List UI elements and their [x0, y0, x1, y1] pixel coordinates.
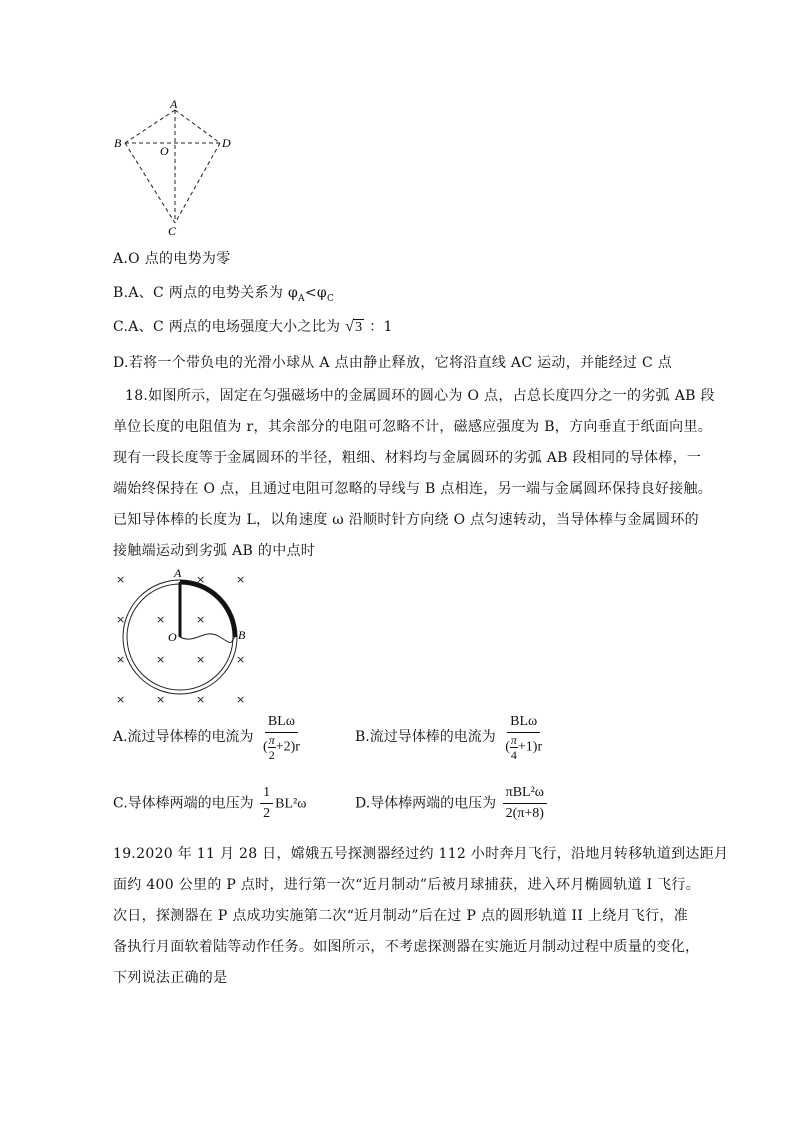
cross-mark: × [156, 613, 166, 626]
q18-a-pi: π [268, 733, 275, 747]
cross-mark: × [236, 573, 246, 586]
cross-mark: × [196, 693, 206, 706]
q18-b-inner-frac [510, 733, 518, 762]
q18-option-c [113, 783, 306, 824]
cross-mark: × [156, 653, 166, 666]
q18-line-2: 现有一段长度等于金属圆环的半径，粗细、材料均与金属圆环的劣弧 AB 段相同的导体棒，一 [113, 450, 702, 466]
sqrt-radicand: 3 [355, 320, 363, 335]
q18-b-pi: π [510, 733, 517, 747]
q18-d-fraction [503, 783, 547, 824]
q18-a-close: +2)r [275, 739, 300, 755]
q18-a-numerator: BLω [265, 712, 298, 733]
q18-b-text: B.流过导体棒的电流为 [355, 729, 496, 745]
cross-mark: × [116, 693, 126, 706]
q18-line-3: 端始终保持在 O 点，且通过电阻可忽略的导线与 B 点相连，另一端与金属圆环保持良好接触。 [113, 481, 713, 497]
q19-line-0: 19.2020 年 11 月 28 日，嫦娥五号探测器经过约 112 小时奔月飞行，沿地月转移轨道到达距月 [113, 846, 729, 862]
q17-option-a: A.O 点的电势为零 [113, 251, 231, 267]
ring-diagram [110, 565, 255, 710]
ring-label-a: A [174, 566, 182, 580]
q18-a-two: 2 [268, 748, 275, 762]
q18-b-open: ( [505, 739, 510, 755]
sqrt-symbol: √ 3 [345, 318, 363, 335]
q18-c-text: C.导体棒两端的电压为 [113, 795, 254, 812]
cross-mark: × [196, 653, 206, 666]
q18-option-a [113, 712, 305, 762]
q18-a-open: ( [263, 739, 268, 755]
q18-d-denominator: 2(π+8) [505, 806, 544, 821]
q18-b-denominator [502, 733, 545, 762]
q18-d-numerator: πBL²ω [503, 783, 547, 804]
cross-mark: × [236, 693, 246, 706]
label-o: O [160, 144, 169, 158]
q18-line-5: 接触端运动到劣弧 AB 的中点时 [113, 543, 316, 559]
cross-mark: × [116, 613, 126, 626]
q17-option-c [113, 316, 393, 336]
q18-c-fraction [260, 783, 273, 824]
ring-label-b: B [238, 628, 246, 642]
q17-c-prefix: C.A、C 两点的电场强度大小之比为 [113, 319, 341, 335]
q18-line-4: 已知导体棒的长度为 L，以角速度 ω 沿顺时针方向绕 O 点匀速转动，当导体棒与金属圆环的 [113, 512, 699, 528]
q18-c-denominator: 2 [263, 806, 271, 821]
label-c: C [168, 224, 177, 238]
q17-b-prefix: B.A、C 两点的电势关系为 φ [113, 285, 299, 301]
q18-b-close: +1)r [517, 739, 543, 755]
q18-line-1: 单位长度的电阻值为 r，其余部分的电阻可忽略不计，磁感应强度为 B，方向垂直于纸面向里。 [113, 419, 713, 435]
q17-b-sub1: A [298, 293, 305, 304]
ring-label-o: O [168, 630, 177, 644]
q18-c-numerator: 1 [260, 783, 273, 804]
cross-mark: × [156, 693, 166, 706]
cross-mark: × [236, 653, 246, 666]
cross-mark: × [116, 653, 126, 666]
q17-option-d: D.若将一个带负电的光滑小球从 A 点由静止释放，它将沿直线 AC 运动，并能经过 C 点 [113, 355, 673, 371]
q17-option-b [113, 282, 334, 304]
label-b: B [114, 136, 122, 150]
q19-line-4: 下列说法正确的是 [113, 970, 228, 986]
q19-line-3: 备执行月面软着陆等动作任务。如图所示，不考虑探测器在实施近月制动过程中质量的变化， [113, 939, 700, 955]
label-a: A [170, 97, 178, 111]
q18-line-0: 18.如图所示，固定在匀强磁场中的金属圆环的圆心为 O 点，占总长度四分之一的劣弧 AB 段 [125, 388, 715, 404]
q18-option-d [355, 783, 549, 824]
q18-a-inner-frac [268, 733, 276, 762]
cross-mark: × [196, 613, 206, 626]
q18-d-text: D.导体棒两端的电压为 [355, 795, 497, 812]
q18-a-denominator [260, 733, 303, 762]
cross-mark: × [116, 573, 126, 586]
q19-line-2: 次日，探测器在 P 点成功实施第二次“近月制动”后在过 P 点的圆形轨道 II 上绕月飞行，准 [113, 908, 689, 924]
q17-b-mid: <φ [304, 285, 328, 301]
q17-b-sub2: C [327, 293, 335, 304]
label-d: D [222, 136, 231, 150]
q18-a-fraction [260, 712, 303, 762]
q17-c-suffix: ：1 [369, 319, 393, 335]
kite-diagram [110, 95, 240, 240]
cross-mark: × [196, 573, 206, 586]
q18-b-fraction [502, 712, 545, 762]
q18-b-numerator: BLω [507, 712, 540, 733]
q18-option-b [355, 712, 547, 762]
q18-c-tail: BL²ω [275, 796, 307, 812]
q18-a-text: A.流过导体棒的电流为 [113, 729, 254, 745]
q18-b-four: 4 [510, 748, 517, 762]
q19-line-1: 面约 400 公里的 P 点时，进行第一次“近月制动”后被月球捕获，进入环月椭圆轨道 I 飞行。 [113, 877, 701, 893]
